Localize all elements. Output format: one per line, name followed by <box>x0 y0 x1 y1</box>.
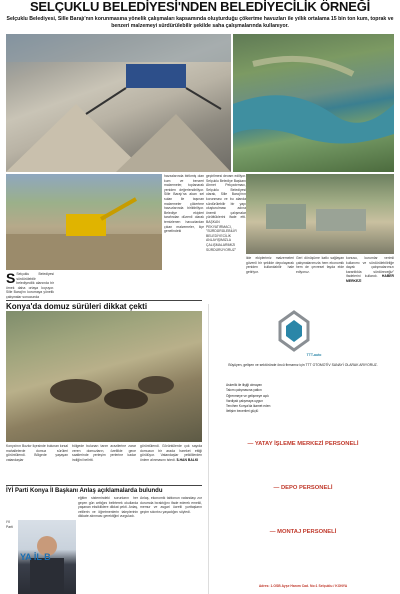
politician-photo <box>18 520 76 594</box>
position-3: — MONTAJ PERSONELİ <box>269 529 337 535</box>
company-logo <box>264 308 324 358</box>
pig-headline: Konya'da domuz sürüleri dikkat çekti <box>6 300 202 311</box>
iyi-column-2: eğitim sistemindeki sorunların her geçen gün arttığını belirterek okullarda yaşanan eksikliklere dikkat çekti. Anlaş, velilerin ve öğretmenlerin taleplerinin dikkate alınması gerektiğini vurguladı. <box>78 496 138 519</box>
advert-footer: Adres: 1.OSB Ayşe Hanım Cad. No:1 Selçuklu / KONYA <box>258 584 348 588</box>
position-1: — YATAY İŞLEME MERKEZİ PERSONELİ <box>247 441 359 447</box>
advert-intro: Büyüyen, gelişen ve sektöründe öncü firmamız için TTT OTOMOTİV SANAYİ OLARAK ARIYORUZ. <box>228 363 378 367</box>
pools-photo <box>246 174 394 254</box>
main-column-3: havzalarında birikmiş olan kum ve benzeri malzemeler, toplanarak yeniden değerlendiriliyor. Sille Barajı'na akan sel suları ile taşınan malzemeler çökertme havuzlarında biriktiriliyor. Belediye ekipleri tarafından düzenli olarak temizlenen havuzlardan çıkan malzemeler, ilçe genelindeki <box>164 174 204 234</box>
drop-cap: S <box>6 272 16 286</box>
page-headline: SELÇUKLU BELEDİYESİ'NDEN BELEDİYECİLİK ÖRNEĞİ <box>29 0 371 13</box>
main-column-5: ilde ekiplerimiz malzemeleri güvenli bir şekilde depolayarak yeniden kullanılabilir hale getiriyor. <box>246 256 294 274</box>
requirement-item: İletişim becerileri güçlü <box>226 409 259 414</box>
quarry-photo <box>6 34 231 172</box>
main-column-6: Geri dönüşüme katkı sağlayan çalışmalarımızla hem ekonomik hem de çevresel fayda elde ediyoruz. <box>296 256 344 274</box>
iyi-column-3: Anlaş, ekonomik tablonun vatandaşı zor durumda bıraktığını ifade ederek emekli, memur ve asgari ücretli yurttaşların geçim sıkıntısı yaşadığını söyledi. <box>140 496 202 514</box>
pig-column-3 <box>140 444 202 486</box>
main-column-7 <box>346 256 394 300</box>
pig-column-2: bölgede bulunan tarım arazilerine zarar veren domuzların, özellikle gece saatlerinde yerleşim yerlerine kadar indiğini belirtti. <box>72 444 136 462</box>
pig-column-3-text: görüntülendi. Görüntülerde çok sayıda domuzun bir arada hareket ettiği görülüyor. Vatandaşlar yetkililerden önlem alınmasını istedi. <box>140 444 202 462</box>
requirement-item: Vardiyalı çalışmaya uygun <box>226 398 263 403</box>
position-1-label: YATAY İŞLEME MERKEZİ PERSONELİ <box>254 441 359 447</box>
wild-boar-photo <box>6 311 202 442</box>
requirement-item: Öğrenmeye ve gelişmeye açık <box>226 393 269 398</box>
requirement-item: Askerlik ile ilişiği olmayan <box>226 383 262 387</box>
position-2-label: DEPO PERSONELİ <box>280 485 333 491</box>
pig-signature: İLHAN BALKI <box>176 457 199 462</box>
iyi-headline: İYİ Parti Konya İl Başkanı Anlaş açıklamalarda bulundu <box>6 485 202 495</box>
main-signature: HABER MERKEZİ <box>346 274 394 283</box>
pig-column-1: Konya'nın Bozkır ilçesinde bulunan kırsal mahallelerde domuz sürüleri görüntülendi. Bölgede yaşayan vatandaşlar <box>6 444 68 462</box>
lead-paragraph: Selçuklu Belediyesi, Sille Barajı'nın korunmasına yönelik çalışmaları kapsamında oluşturduğu çökertme havuzları ile yıllık ortalama 15 bin ton kum, toprak ve benzeri malzemeyi sürdürülebilir şekilde saha çalışmalarında kullanıyor. <box>6 16 394 29</box>
requirement-item: Takım çalışmasına yatkın <box>226 388 262 393</box>
main-column-4: geçirilmesi devam ediliyor. Selçuklu Belediye Başkanı Ahmet Pekyatırmacı, Selçuklu Belediyesi olarak, Sille Barajı'nın korunması ve bu alanda sürdürülebilir bir yapı oluşturulması adına önemli çalışmalar yürüttüklerini ifade etti. BAŞKAN PEKYATIRMACI, "SÜRDÜRÜLEBİLİR BELEDİYECİLİK ANLAYIŞIMIZLA ÇALIŞMALARIMIZI SÜRDÜRÜYORUZ" <box>206 174 246 252</box>
dam-aerial-photo <box>233 34 394 172</box>
requirement-item: Tercihen Konya'da ikamet eden <box>226 404 271 409</box>
company-logo-text: TTT-auto <box>306 353 322 357</box>
position-3-label: MONTAJ PERSONELİ <box>277 529 337 535</box>
position-2: — DEPO PERSONELİ <box>273 485 333 491</box>
main-column-7-text: konusu, kurumlar verimli kullanımı ve sürdürülebilirliğe dayalı çalışmalarımızı kararlılıkla sürdüreceğiz" ifadelerini kullandı. <box>346 256 394 279</box>
svg-text:YA İL B: YA İL B <box>20 552 51 562</box>
main-column-1-text: Selçuklu Belediyesi sürdürülebilir belediyecilik alanında bir örnek daha ortaya koyuyor. Sille Barajı'nı korumaya yönelik çalışmalar sonucunda <box>6 272 54 299</box>
excavator-photo <box>6 174 162 270</box>
advert-requirements <box>226 383 386 415</box>
iyi-column-1: İYİ Parti <box>6 520 13 529</box>
